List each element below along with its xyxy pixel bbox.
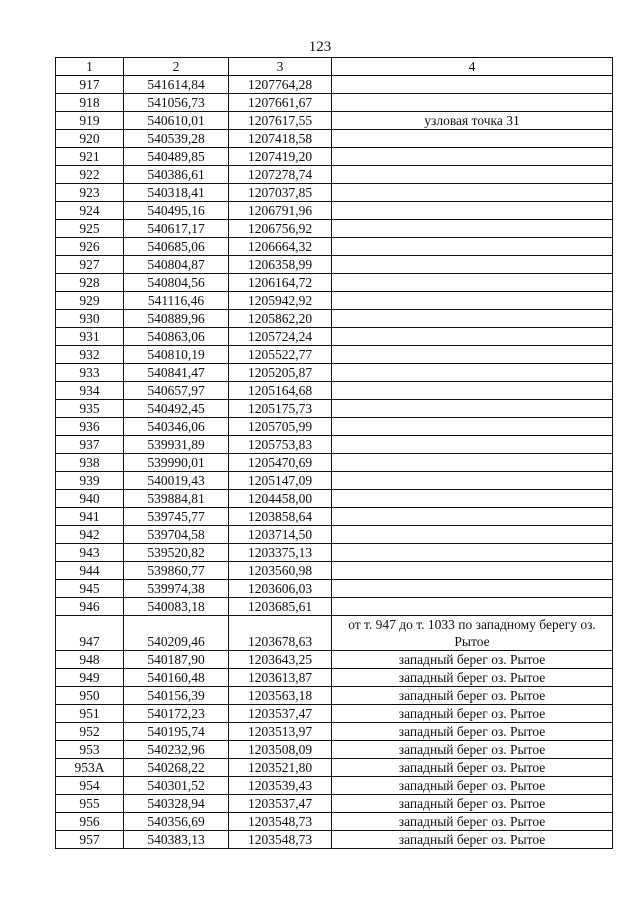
column-header-3: 3	[229, 58, 332, 76]
point-number-cell: 944	[56, 562, 124, 580]
x-coordinate-cell: 540156,39	[124, 687, 229, 705]
note-cell: от т. 947 до т. 1033 по западному берегу оз. Рытое	[332, 616, 613, 651]
point-number-cell: 922	[56, 166, 124, 184]
y-coordinate-cell: 1203375,13	[229, 544, 332, 562]
note-cell	[332, 364, 613, 382]
point-number-cell: 926	[56, 238, 124, 256]
table-row	[56, 813, 613, 831]
note-cell: западный берег оз. Рытое	[332, 777, 613, 795]
x-coordinate-cell: 540195,74	[124, 723, 229, 741]
point-number-cell: 947	[56, 616, 124, 651]
note-cell	[332, 292, 613, 310]
table-row	[56, 705, 613, 723]
point-number-cell: 923	[56, 184, 124, 202]
y-coordinate-cell: 1205147,09	[229, 472, 332, 490]
x-coordinate-cell: 540841,47	[124, 364, 229, 382]
note-cell	[332, 472, 613, 490]
table-row	[56, 831, 613, 849]
point-number-cell: 953А	[56, 759, 124, 777]
x-coordinate-cell: 540019,43	[124, 472, 229, 490]
point-number-cell: 917	[56, 76, 124, 94]
point-number-cell: 936	[56, 418, 124, 436]
x-coordinate-cell: 540489,85	[124, 148, 229, 166]
point-number-cell: 942	[56, 526, 124, 544]
point-number-cell: 956	[56, 813, 124, 831]
note-cell	[332, 580, 613, 598]
note-cell	[332, 148, 613, 166]
table-row	[56, 166, 613, 184]
y-coordinate-cell: 1203539,43	[229, 777, 332, 795]
y-coordinate-cell: 1203548,73	[229, 813, 332, 831]
table-row	[56, 651, 613, 669]
point-number-cell: 929	[56, 292, 124, 310]
x-coordinate-cell: 539884,81	[124, 490, 229, 508]
table-row	[56, 346, 613, 364]
coordinates-table	[55, 57, 613, 849]
x-coordinate-cell: 539860,77	[124, 562, 229, 580]
x-coordinate-cell: 540083,18	[124, 598, 229, 616]
x-coordinate-cell: 539745,77	[124, 508, 229, 526]
note-cell: западный берег оз. Рытое	[332, 705, 613, 723]
x-coordinate-cell: 540346,06	[124, 418, 229, 436]
point-number-cell: 952	[56, 723, 124, 741]
table-row	[56, 526, 613, 544]
x-coordinate-cell: 540383,13	[124, 831, 229, 849]
y-coordinate-cell: 1207278,74	[229, 166, 332, 184]
table-row	[56, 76, 613, 94]
table-row	[56, 148, 613, 166]
note-cell	[332, 130, 613, 148]
x-coordinate-cell: 540492,45	[124, 400, 229, 418]
note-cell	[332, 508, 613, 526]
note-cell: западный берег оз. Рытое	[332, 723, 613, 741]
point-number-cell: 937	[56, 436, 124, 454]
table-body	[56, 76, 613, 849]
point-number-cell: 953	[56, 741, 124, 759]
note-cell	[332, 436, 613, 454]
point-number-cell: 954	[56, 777, 124, 795]
x-coordinate-cell: 540810,19	[124, 346, 229, 364]
point-number-cell: 927	[56, 256, 124, 274]
y-coordinate-cell: 1203613,87	[229, 669, 332, 687]
y-coordinate-cell: 1207661,67	[229, 94, 332, 112]
point-number-cell: 920	[56, 130, 124, 148]
table-header	[56, 58, 613, 76]
note-cell: западный берег оз. Рытое	[332, 813, 613, 831]
table-row	[56, 364, 613, 382]
table-row	[56, 418, 613, 436]
point-number-cell: 941	[56, 508, 124, 526]
x-coordinate-cell: 540539,28	[124, 130, 229, 148]
column-header-1: 1	[56, 58, 124, 76]
table-row	[56, 795, 613, 813]
x-coordinate-cell: 540863,06	[124, 328, 229, 346]
point-number-cell: 949	[56, 669, 124, 687]
x-coordinate-cell: 540804,87	[124, 256, 229, 274]
y-coordinate-cell: 1206164,72	[229, 274, 332, 292]
table-row	[56, 400, 613, 418]
x-coordinate-cell: 539704,58	[124, 526, 229, 544]
point-number-cell: 918	[56, 94, 124, 112]
table-row	[56, 184, 613, 202]
y-coordinate-cell: 1206756,92	[229, 220, 332, 238]
point-number-cell: 939	[56, 472, 124, 490]
note-cell	[332, 202, 613, 220]
y-coordinate-cell: 1205724,24	[229, 328, 332, 346]
y-coordinate-cell: 1205175,73	[229, 400, 332, 418]
table-row	[56, 508, 613, 526]
point-number-cell: 951	[56, 705, 124, 723]
note-cell	[332, 400, 613, 418]
note-cell: узловая точка 31	[332, 112, 613, 130]
x-coordinate-cell: 540160,48	[124, 669, 229, 687]
point-number-cell: 935	[56, 400, 124, 418]
x-coordinate-cell: 540172,23	[124, 705, 229, 723]
y-coordinate-cell: 1203537,47	[229, 795, 332, 813]
x-coordinate-cell: 540187,90	[124, 651, 229, 669]
note-cell: западный берег оз. Рытое	[332, 759, 613, 777]
point-number-cell: 932	[56, 346, 124, 364]
point-number-cell: 921	[56, 148, 124, 166]
x-coordinate-cell: 540301,52	[124, 777, 229, 795]
note-cell: западный берег оз. Рытое	[332, 669, 613, 687]
note-cell	[332, 256, 613, 274]
table-row	[56, 741, 613, 759]
note-cell	[332, 184, 613, 202]
y-coordinate-cell: 1205942,92	[229, 292, 332, 310]
y-coordinate-cell: 1203521,80	[229, 759, 332, 777]
y-coordinate-cell: 1207418,58	[229, 130, 332, 148]
x-coordinate-cell: 540495,16	[124, 202, 229, 220]
y-coordinate-cell: 1203643,25	[229, 651, 332, 669]
y-coordinate-cell: 1207419,20	[229, 148, 332, 166]
point-number-cell: 924	[56, 202, 124, 220]
table-row	[56, 328, 613, 346]
table-row	[56, 382, 613, 400]
table-row	[56, 598, 613, 616]
table-row	[56, 202, 613, 220]
y-coordinate-cell: 1203508,09	[229, 741, 332, 759]
table-row	[56, 220, 613, 238]
y-coordinate-cell: 1205862,20	[229, 310, 332, 328]
point-number-cell: 931	[56, 328, 124, 346]
y-coordinate-cell: 1203858,64	[229, 508, 332, 526]
y-coordinate-cell: 1203678,63	[229, 616, 332, 651]
column-header-2: 2	[124, 58, 229, 76]
table-row	[56, 490, 613, 508]
x-coordinate-cell: 540617,17	[124, 220, 229, 238]
y-coordinate-cell: 1206791,96	[229, 202, 332, 220]
y-coordinate-cell: 1207764,28	[229, 76, 332, 94]
note-cell	[332, 166, 613, 184]
note-cell	[332, 382, 613, 400]
x-coordinate-cell: 540232,96	[124, 741, 229, 759]
table-row	[56, 472, 613, 490]
x-coordinate-cell: 541116,46	[124, 292, 229, 310]
table-row	[56, 616, 613, 651]
y-coordinate-cell: 1203685,61	[229, 598, 332, 616]
x-coordinate-cell: 539931,89	[124, 436, 229, 454]
y-coordinate-cell: 1203513,97	[229, 723, 332, 741]
table-row	[56, 454, 613, 472]
x-coordinate-cell: 541614,84	[124, 76, 229, 94]
point-number-cell: 948	[56, 651, 124, 669]
table-row	[56, 544, 613, 562]
x-coordinate-cell: 540657,97	[124, 382, 229, 400]
column-header-4: 4	[332, 58, 613, 76]
x-coordinate-cell: 539974,38	[124, 580, 229, 598]
note-cell	[332, 310, 613, 328]
note-cell	[332, 598, 613, 616]
point-number-cell: 955	[56, 795, 124, 813]
table-row	[56, 687, 613, 705]
header-row	[56, 58, 613, 76]
point-number-cell: 919	[56, 112, 124, 130]
note-cell	[332, 562, 613, 580]
table-row	[56, 777, 613, 795]
note-cell: западный берег оз. Рытое	[332, 687, 613, 705]
x-coordinate-cell: 540356,69	[124, 813, 229, 831]
note-cell	[332, 526, 613, 544]
point-number-cell: 945	[56, 580, 124, 598]
note-cell	[332, 238, 613, 256]
note-cell: западный берег оз. Рытое	[332, 795, 613, 813]
x-coordinate-cell: 540804,56	[124, 274, 229, 292]
y-coordinate-cell: 1205164,68	[229, 382, 332, 400]
x-coordinate-cell: 540610,01	[124, 112, 229, 130]
table-row	[56, 130, 613, 148]
table-row	[56, 238, 613, 256]
point-number-cell: 940	[56, 490, 124, 508]
x-coordinate-cell: 539990,01	[124, 454, 229, 472]
table-row	[56, 580, 613, 598]
x-coordinate-cell: 540268,22	[124, 759, 229, 777]
table-row	[56, 310, 613, 328]
point-number-cell: 943	[56, 544, 124, 562]
y-coordinate-cell: 1203560,98	[229, 562, 332, 580]
y-coordinate-cell: 1203606,03	[229, 580, 332, 598]
note-cell	[332, 328, 613, 346]
y-coordinate-cell: 1207617,55	[229, 112, 332, 130]
x-coordinate-cell: 540318,41	[124, 184, 229, 202]
x-coordinate-cell: 540386,61	[124, 166, 229, 184]
y-coordinate-cell: 1206358,99	[229, 256, 332, 274]
y-coordinate-cell: 1204458,00	[229, 490, 332, 508]
x-coordinate-cell: 540328,94	[124, 795, 229, 813]
note-cell: западный берег оз. Рытое	[332, 741, 613, 759]
note-cell	[332, 94, 613, 112]
x-coordinate-cell: 541056,73	[124, 94, 229, 112]
y-coordinate-cell: 1203537,47	[229, 705, 332, 723]
table-row	[56, 436, 613, 454]
point-number-cell: 928	[56, 274, 124, 292]
note-cell	[332, 418, 613, 436]
y-coordinate-cell: 1205470,69	[229, 454, 332, 472]
y-coordinate-cell: 1206664,32	[229, 238, 332, 256]
y-coordinate-cell: 1203563,18	[229, 687, 332, 705]
table-row	[56, 256, 613, 274]
note-cell	[332, 76, 613, 94]
point-number-cell: 925	[56, 220, 124, 238]
y-coordinate-cell: 1205522,77	[229, 346, 332, 364]
note-cell	[332, 346, 613, 364]
note-cell: западный берег оз. Рытое	[332, 651, 613, 669]
table-row	[56, 292, 613, 310]
y-coordinate-cell: 1205753,83	[229, 436, 332, 454]
table-row	[56, 759, 613, 777]
y-coordinate-cell: 1203714,50	[229, 526, 332, 544]
note-cell	[332, 274, 613, 292]
table-row	[56, 723, 613, 741]
y-coordinate-cell: 1203548,73	[229, 831, 332, 849]
point-number-cell: 946	[56, 598, 124, 616]
page-number: 123	[308, 39, 332, 55]
point-number-cell: 950	[56, 687, 124, 705]
x-coordinate-cell: 539520,82	[124, 544, 229, 562]
x-coordinate-cell: 540209,46	[124, 616, 229, 651]
table-row	[56, 112, 613, 130]
point-number-cell: 933	[56, 364, 124, 382]
x-coordinate-cell: 540685,06	[124, 238, 229, 256]
note-cell: западный берег оз. Рытое	[332, 831, 613, 849]
y-coordinate-cell: 1205705,99	[229, 418, 332, 436]
point-number-cell: 957	[56, 831, 124, 849]
point-number-cell: 938	[56, 454, 124, 472]
note-cell	[332, 220, 613, 238]
table-row	[56, 274, 613, 292]
y-coordinate-cell: 1207037,85	[229, 184, 332, 202]
point-number-cell: 934	[56, 382, 124, 400]
table-row	[56, 94, 613, 112]
note-cell	[332, 490, 613, 508]
table-row	[56, 669, 613, 687]
point-number-cell: 930	[56, 310, 124, 328]
note-cell	[332, 544, 613, 562]
table-row	[56, 562, 613, 580]
note-cell	[332, 454, 613, 472]
y-coordinate-cell: 1205205,87	[229, 364, 332, 382]
x-coordinate-cell: 540889,96	[124, 310, 229, 328]
